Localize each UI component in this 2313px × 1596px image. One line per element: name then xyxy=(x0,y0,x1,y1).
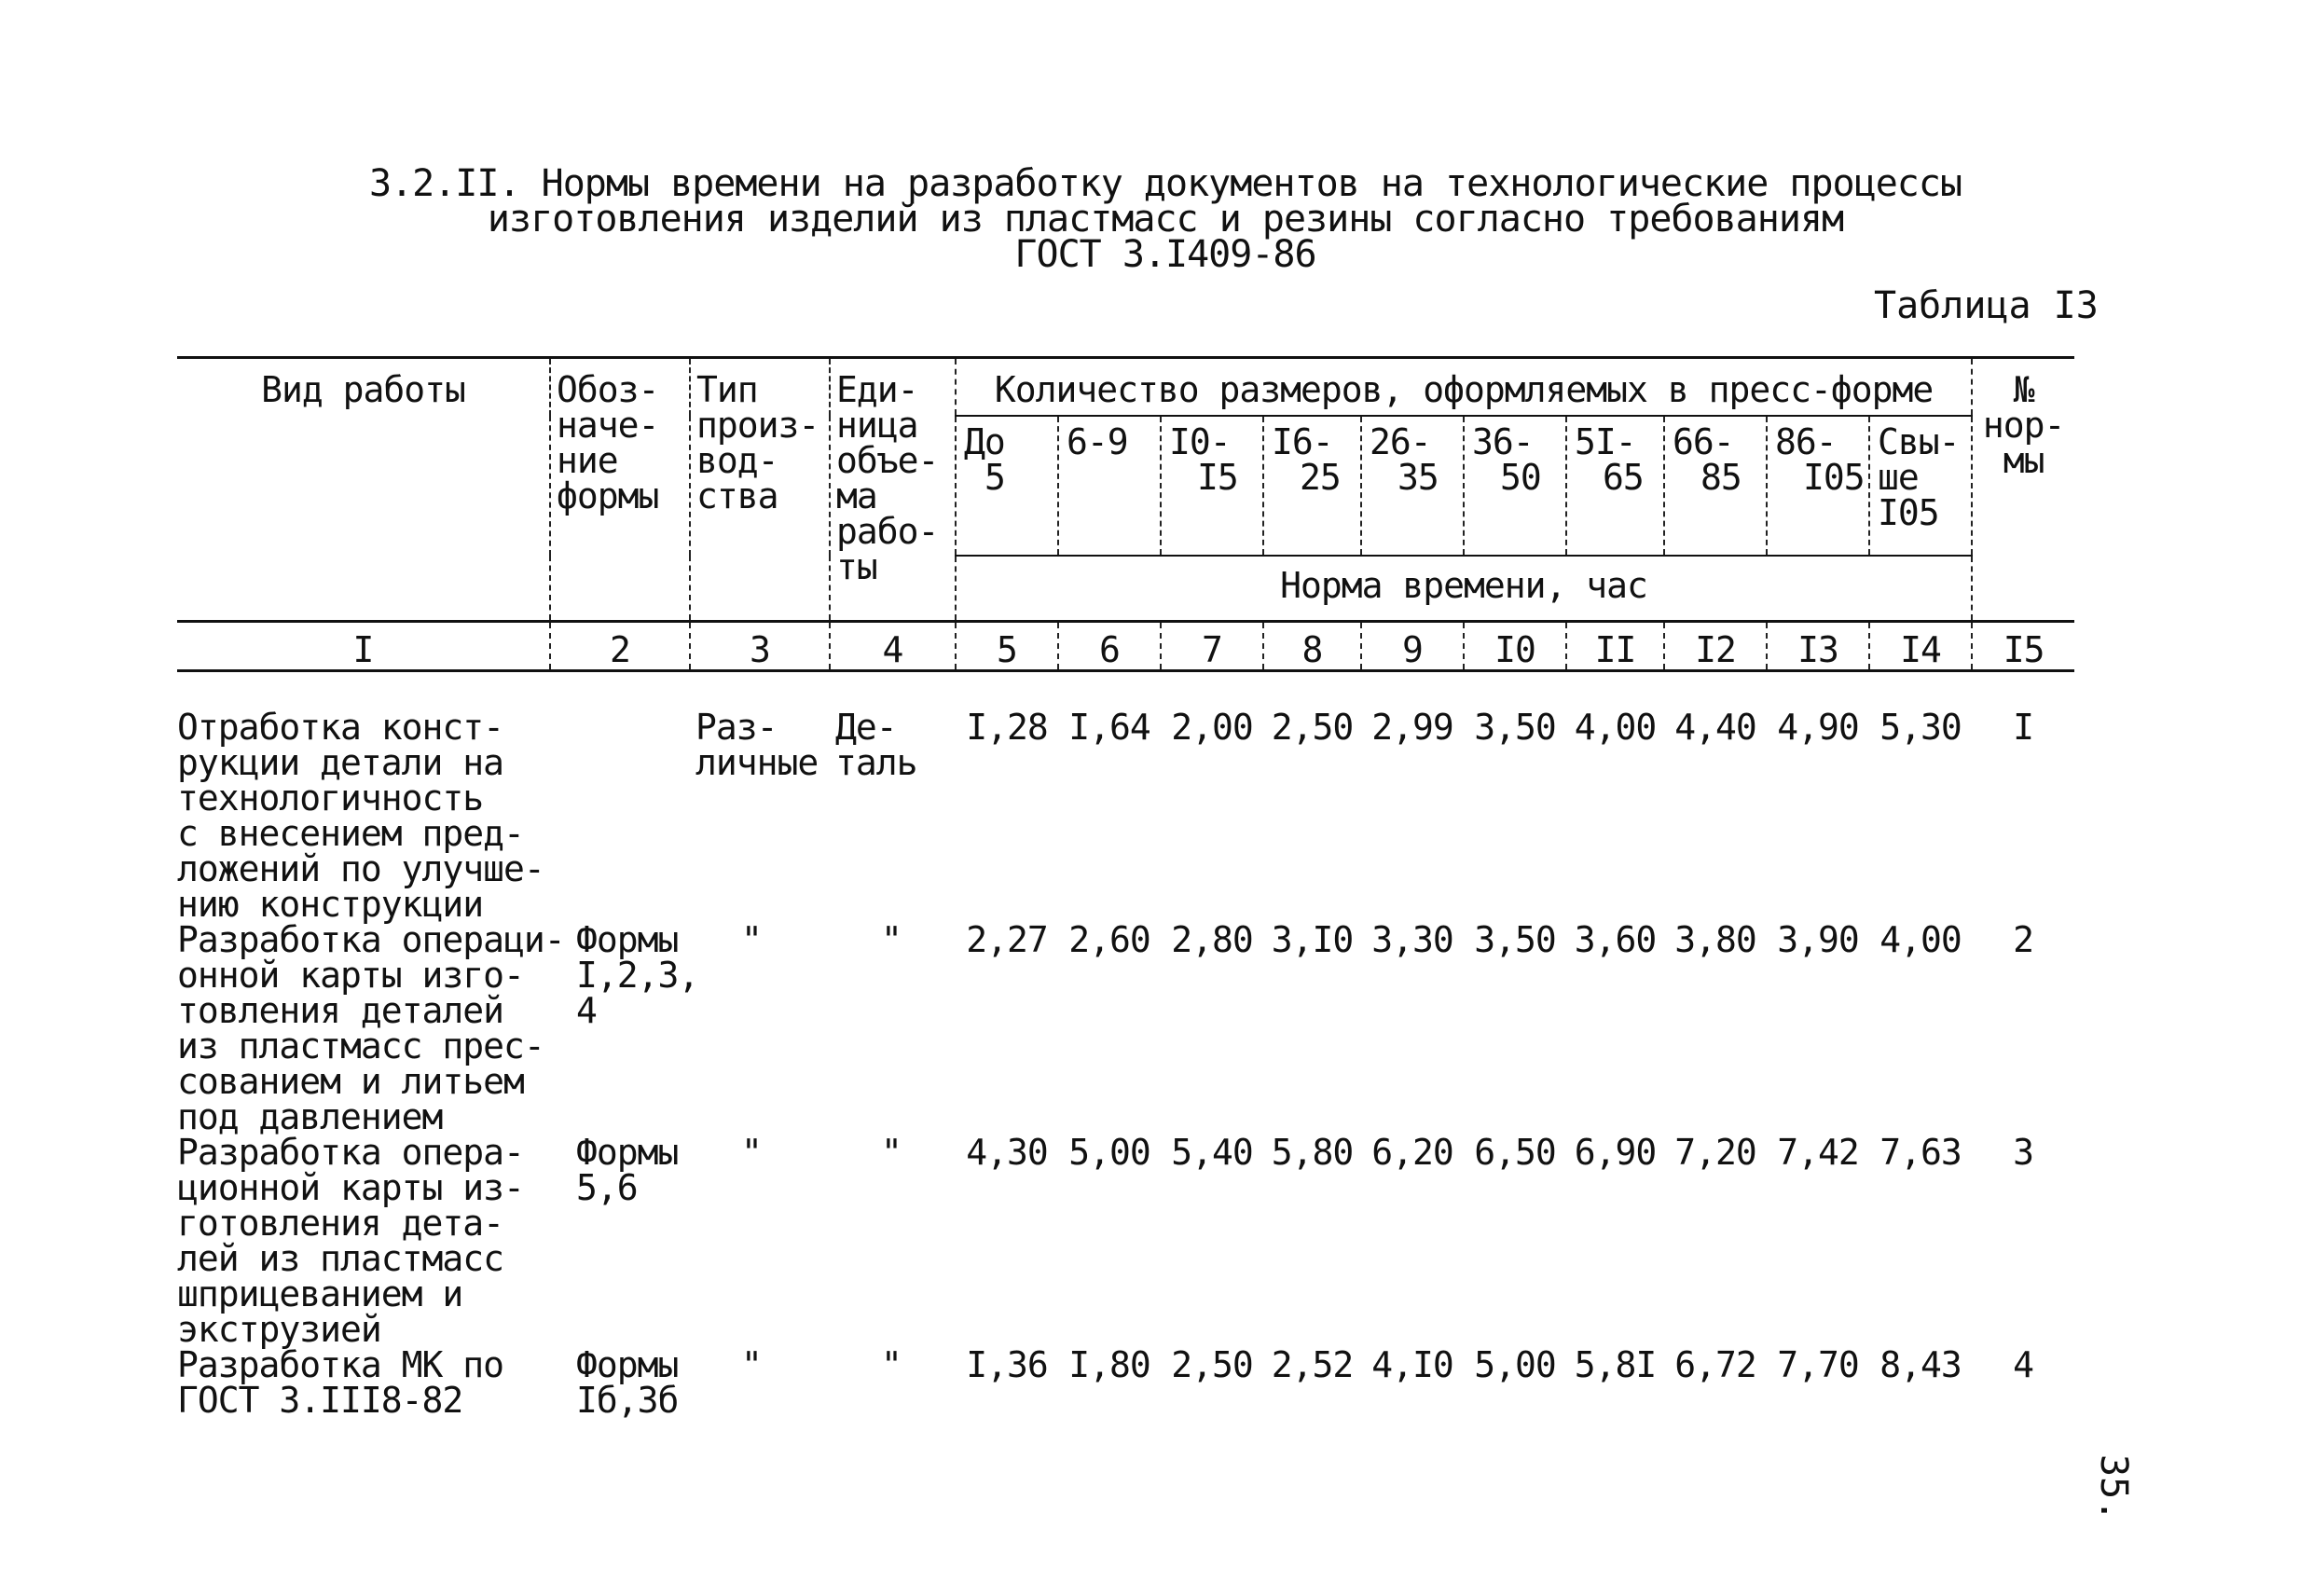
production-type: " xyxy=(741,1344,762,1385)
norm-number-cell: 3 xyxy=(2013,1132,2034,1173)
norm-value-cell: 5,80 xyxy=(1271,1132,1354,1173)
norm-value-cell: 4,00 xyxy=(1574,707,1657,748)
norm-value-cell: 7,70 xyxy=(1777,1344,1859,1385)
table-row xyxy=(177,671,2074,923)
norm-value-cell: 3,I0 xyxy=(1271,919,1354,960)
work-description: Отработка конст- рукции детали на технологичность с внесением пред- ложений по улучше- нию конструкции xyxy=(177,707,544,925)
header-range-1: До 5 xyxy=(956,416,1058,556)
work-unit: " xyxy=(881,1132,902,1173)
col-num-5: 5 xyxy=(956,622,1058,671)
production-type: " xyxy=(741,919,762,960)
col-num-6: 6 xyxy=(1058,622,1161,671)
header-norm-number: № нор- мы xyxy=(1972,358,2074,622)
norm-value-cell: 4,30 xyxy=(966,1132,1048,1173)
table-label: Таблица I3 xyxy=(1874,284,2099,327)
norm-value-cell: 3,50 xyxy=(1474,919,1556,960)
col-num-13: I3 xyxy=(1767,622,1869,671)
form-designation xyxy=(550,671,690,923)
header-unit: Еди- ница объе- ма рабо- ты xyxy=(830,358,956,622)
norm-value-cell: 3,90 xyxy=(1777,919,1859,960)
norm-value-cell: 5,8I xyxy=(1574,1344,1657,1385)
work-unit: Де- таль xyxy=(835,707,917,783)
norm-value-cell: 2,50 xyxy=(1271,707,1354,748)
norms-table xyxy=(177,356,2074,1421)
norm-value-cell: 4,00 xyxy=(1879,919,1962,960)
document-title xyxy=(280,162,2051,276)
norm-value-cell: 3,50 xyxy=(1474,707,1556,748)
production-type: " xyxy=(741,1132,762,1173)
norm-value-cell: 5,40 xyxy=(1171,1132,1253,1173)
norm-value-cell: 6,72 xyxy=(1674,1344,1756,1385)
norm-value-cell: 2,80 xyxy=(1171,919,1253,960)
norm-value-cell: 4,90 xyxy=(1777,707,1859,748)
norm-value-cell: 6,90 xyxy=(1574,1132,1657,1173)
table-row xyxy=(177,1347,2074,1418)
col-num-11: II xyxy=(1566,622,1664,671)
header-range-7: 5I- 65 xyxy=(1566,416,1664,556)
work-description: Разработка операци- онной карты изго- товления деталей из пластмасс прес- сованием и литьем под давлением xyxy=(177,919,565,1137)
work-description: Разработка опера- ционной карты из- готовления дета- лей из пластмасс шприцеванием и экструзией xyxy=(177,1132,524,1350)
norm-number-cell: 2 xyxy=(2013,919,2034,960)
col-num-10: I0 xyxy=(1464,622,1566,671)
norm-value-cell: 7,63 xyxy=(1879,1132,1962,1173)
norm-value-cell: 2,99 xyxy=(1371,707,1453,748)
header-range-8: 66- 85 xyxy=(1664,416,1767,556)
norm-value-cell: 7,42 xyxy=(1777,1132,1859,1173)
col-num-2: 2 xyxy=(550,622,690,671)
header-range-5: 26- 35 xyxy=(1361,416,1464,556)
norm-value-cell: 8,43 xyxy=(1879,1344,1962,1385)
norm-number-cell: 4 xyxy=(2013,1344,2034,1385)
norm-value-cell: I,64 xyxy=(1068,707,1150,748)
norm-value-cell: 4,40 xyxy=(1674,707,1756,748)
header-range-9: 86- I05 xyxy=(1767,416,1869,556)
norm-value-cell: 5,00 xyxy=(1068,1132,1150,1173)
form-designation: Формы Iб,3б xyxy=(576,1344,679,1421)
col-num-3: 3 xyxy=(690,622,830,671)
col-num-12: I2 xyxy=(1664,622,1767,671)
header-production-type: Тип произ- вод- ства xyxy=(690,358,830,622)
title-line-1: 3.2.II. Нормы времени на разработку документов на технологические процессы xyxy=(368,162,1962,205)
norm-value-cell: 2,50 xyxy=(1171,1344,1253,1385)
norm-value-cell: 2,27 xyxy=(966,919,1048,960)
production-type: Раз- личные xyxy=(695,707,819,783)
norm-value-cell: 7,20 xyxy=(1674,1132,1756,1173)
work-unit: " xyxy=(881,919,902,960)
norm-value-cell: 6,20 xyxy=(1371,1132,1453,1173)
table-row xyxy=(177,1135,2074,1347)
header-norm-time: Норма времени, час xyxy=(956,556,1972,622)
header-range-2: 6-9 xyxy=(1058,416,1161,556)
col-num-8: 8 xyxy=(1263,622,1361,671)
norm-value-cell: 3,80 xyxy=(1674,919,1756,960)
header-form: Обоз- наче- ние формы xyxy=(550,358,690,622)
title-line-2: изготовления изделий из пластмасс и резины согласно требованиям xyxy=(487,198,1844,241)
norm-value-cell: I,36 xyxy=(966,1344,1048,1385)
header-range-4: I6- 25 xyxy=(1263,416,1361,556)
norm-value-cell: I,80 xyxy=(1068,1344,1150,1385)
norm-value-cell: 4,I0 xyxy=(1371,1344,1453,1385)
norm-number-cell: I xyxy=(2013,707,2034,748)
table-body xyxy=(177,671,2074,1419)
norm-value-cell: 2,52 xyxy=(1271,1344,1354,1385)
table-row xyxy=(177,922,2074,1135)
norm-value-cell: 2,00 xyxy=(1171,707,1253,748)
header-range-6: 36- 50 xyxy=(1464,416,1566,556)
form-designation: Формы 5,6 xyxy=(576,1132,679,1208)
norm-value-cell: 3,60 xyxy=(1574,919,1657,960)
column-numbers-row xyxy=(177,622,2074,671)
title-line-3: ГОСТ 3.I409-86 xyxy=(1014,233,1316,276)
work-description: Разработка МК по ГОСТ 3.III8-82 xyxy=(177,1344,504,1421)
col-num-15: I5 xyxy=(1972,622,2074,671)
norm-value-cell: 3,30 xyxy=(1371,919,1453,960)
col-num-4: 4 xyxy=(830,622,956,671)
col-num-1: I xyxy=(177,622,550,671)
header-quantity-title: Количество размеров, оформляемых в пресс-форме xyxy=(956,358,1972,417)
norm-value-cell: 5,30 xyxy=(1879,707,1962,748)
col-num-9: 9 xyxy=(1361,622,1464,671)
norm-value-cell: 5,00 xyxy=(1474,1344,1556,1385)
form-designation: Формы I,2,3, 4 xyxy=(576,919,699,1031)
norm-value-cell: I,28 xyxy=(966,707,1048,748)
page-number: 35. xyxy=(2092,1454,2135,1522)
norm-value-cell: 6,50 xyxy=(1474,1132,1556,1173)
header-range-10: Свы- ше I05 xyxy=(1869,416,1972,556)
work-unit: " xyxy=(881,1344,902,1385)
col-num-7: 7 xyxy=(1161,622,1263,671)
col-num-14: I4 xyxy=(1869,622,1972,671)
header-range-3: I0- I5 xyxy=(1161,416,1263,556)
header-work: Вид работы xyxy=(177,358,550,622)
norm-value-cell: 2,60 xyxy=(1068,919,1150,960)
